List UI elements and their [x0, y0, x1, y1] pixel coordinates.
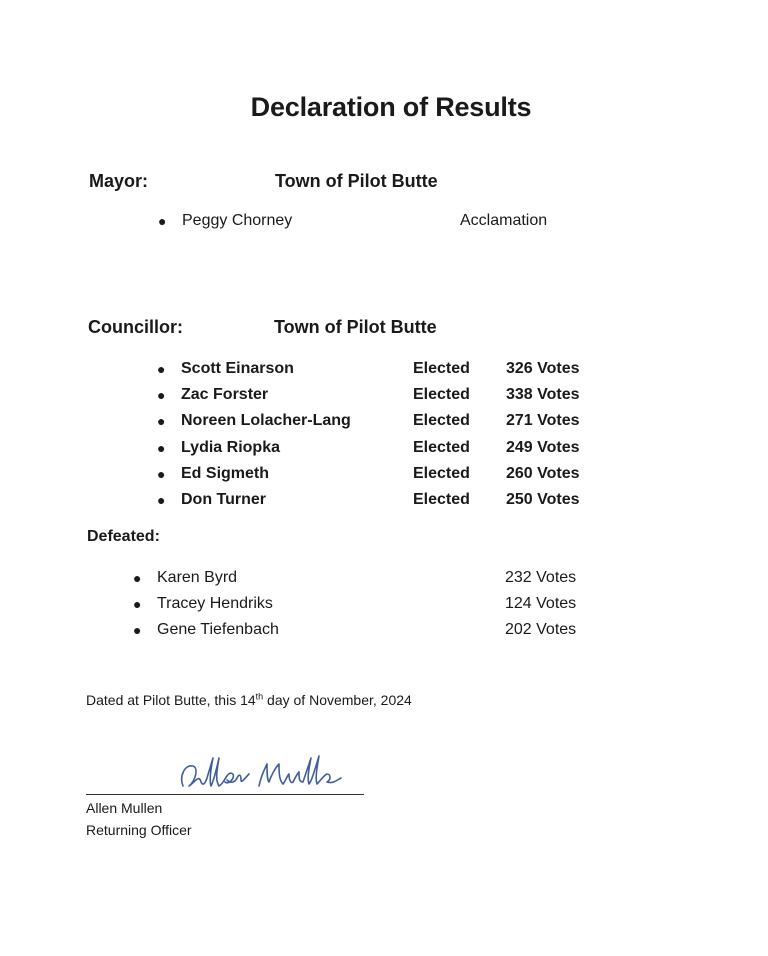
elected-status: Elected — [413, 412, 470, 430]
elected-status: Elected — [413, 386, 470, 404]
elected-votes: 271 Votes — [506, 412, 580, 430]
elected-row — [157, 489, 587, 511]
defeated-name: Gene Tiefenbach — [157, 621, 279, 638]
dated-line — [86, 692, 412, 708]
mayor-town: Town of Pilot Butte — [275, 171, 438, 191]
elected-name: Lydia Riopka — [181, 438, 280, 456]
elected-name: Noreen Lolacher-Lang — [181, 412, 351, 430]
elected-votes: 338 Votes — [506, 386, 580, 404]
mayor-candidate-name: Peggy Chorney — [182, 212, 293, 229]
officer-title: Returning Officer — [86, 822, 192, 838]
elected-status: Elected — [413, 360, 470, 377]
elected-row — [157, 463, 587, 485]
defeated-name: Tracey Hendriks — [157, 595, 273, 612]
bullet-icon: ● — [157, 439, 166, 456]
page-title: Declaration of Results — [250, 92, 532, 122]
elected-status: Elected — [413, 491, 470, 508]
defeated-name: Karen Byrd — [157, 569, 238, 586]
mayor-candidate-status: Acclamation — [460, 212, 548, 229]
elected-votes: 260 Votes — [506, 464, 580, 482]
dated-prefix: Dated at Pilot Butte, this 14 — [86, 692, 256, 708]
dated-ordinal: th — [255, 691, 264, 702]
bullet-icon: ● — [133, 570, 142, 586]
elected-row — [157, 358, 587, 380]
defeated-label: Defeated: — [87, 528, 160, 545]
elected-row — [157, 410, 587, 432]
defeated-row — [133, 619, 583, 641]
elected-status: Elected — [413, 438, 470, 456]
bullet-icon: ● — [157, 413, 166, 430]
bullet-icon: ● — [157, 465, 166, 482]
elected-name: Ed Sigmeth — [181, 464, 270, 482]
elected-row — [157, 437, 587, 459]
mayor-candidate-row — [158, 210, 578, 232]
bullet-icon: ● — [157, 492, 166, 508]
bullet-icon: ● — [133, 596, 142, 612]
elected-name: Zac Forster — [181, 386, 269, 404]
elected-votes: 249 Votes — [506, 438, 580, 456]
elected-status: Elected — [413, 464, 470, 482]
defeated-row — [133, 593, 583, 615]
defeated-votes: 202 Votes — [505, 621, 577, 638]
bullet-icon: ● — [133, 622, 142, 638]
bullet-icon: ● — [158, 213, 167, 229]
handwritten-signature — [175, 752, 345, 798]
officer-name: Allen Mullen — [86, 800, 163, 816]
mayor-label: Mayor: — [89, 171, 149, 191]
bullet-icon: ● — [157, 387, 166, 404]
councillor-label: Councillor: — [88, 317, 183, 337]
defeated-votes: 232 Votes — [505, 569, 577, 586]
elected-name: Don Turner — [181, 491, 267, 508]
elected-votes: 326 Votes — [506, 360, 580, 377]
defeated-row — [133, 567, 583, 589]
elected-votes: 250 Votes — [506, 491, 580, 508]
signature-line — [86, 794, 364, 795]
bullet-icon: ● — [157, 361, 166, 377]
councillor-town: Town of Pilot Butte — [274, 317, 437, 337]
elected-name: Scott Einarson — [181, 360, 294, 377]
defeated-votes: 124 Votes — [505, 595, 577, 612]
dated-suffix: day of November, 2024 — [263, 692, 412, 708]
elected-row — [157, 384, 587, 406]
